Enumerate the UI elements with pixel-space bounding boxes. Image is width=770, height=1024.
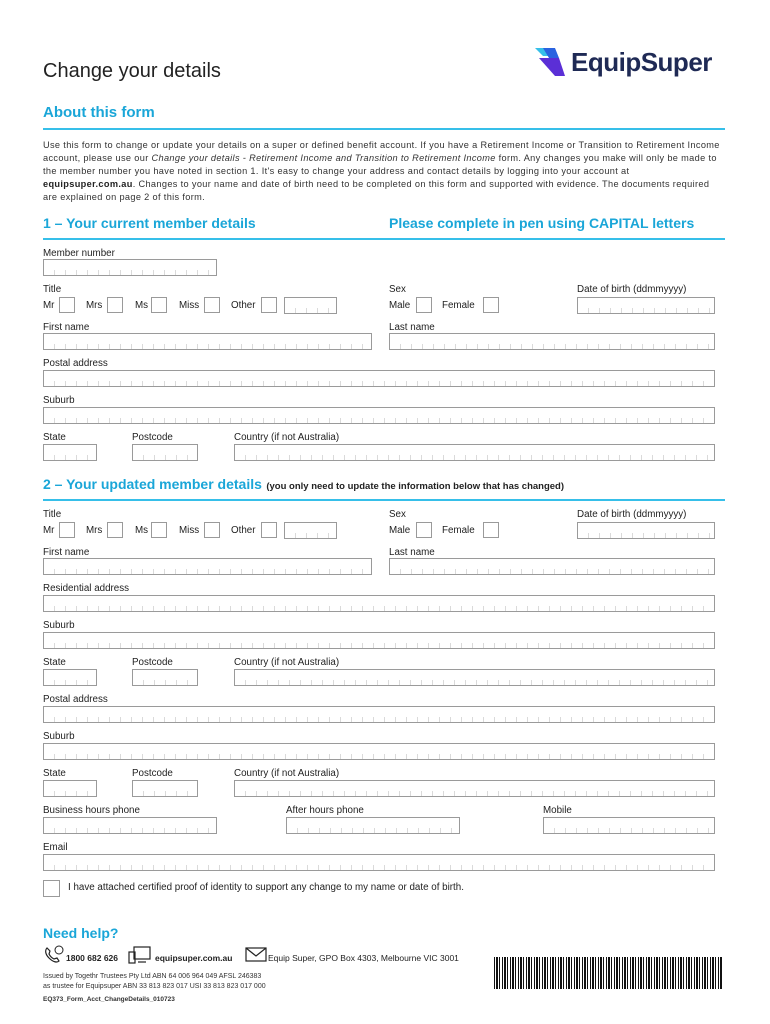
proof-of-identity-label: I have attached certified proof of identity to support any change to my name or date of birth. xyxy=(68,882,464,893)
proof-of-identity-checkbox[interactable] xyxy=(43,880,60,897)
about-text xyxy=(43,139,723,204)
help-address: Equip Super, GPO Box 4303, Melbourne VIC 3001 xyxy=(268,953,459,963)
help-website[interactable]: equipsuper.com.au xyxy=(155,953,233,963)
about-text-part: . Changes to your name and date of birth need to be completed on this form and supported with evidence. The documents required are explained on page 2 of this form. xyxy=(43,179,710,202)
title-label: Title xyxy=(43,284,62,295)
section2-divider xyxy=(43,499,725,501)
title-ms-label: Ms xyxy=(135,525,149,536)
state-label: State xyxy=(43,768,66,779)
sex-female-label: Female xyxy=(442,525,475,536)
suburb-label: Suburb xyxy=(43,395,75,406)
country-field[interactable] xyxy=(234,444,715,461)
new-title-mr-checkbox[interactable] xyxy=(59,522,75,538)
title-ms-label: Ms xyxy=(135,300,149,311)
new-last-name-field[interactable] xyxy=(389,558,715,575)
sex-label: Sex xyxy=(389,509,406,520)
pen-instruction: Please complete in pen using CAPITAL letters xyxy=(389,215,695,231)
residential-address-field[interactable] xyxy=(43,595,715,612)
postal-suburb-field[interactable] xyxy=(43,743,715,760)
country-label: Country (if not Australia) xyxy=(234,768,340,779)
title-other-field[interactable] xyxy=(284,297,337,314)
last-name-label: Last name xyxy=(389,547,435,558)
mobile-field[interactable] xyxy=(543,817,715,834)
title-miss-checkbox[interactable] xyxy=(204,297,220,313)
issuer-text: Issued by Togethr Trustees Pty Ltd ABN 64 006 964 049 AFSL 246383 xyxy=(43,973,262,980)
new-dob-field[interactable] xyxy=(577,522,715,539)
email-label: Email xyxy=(43,842,68,853)
about-website-link[interactable]: equipsuper.com.au xyxy=(43,179,133,189)
residential-address-label: Residential address xyxy=(43,583,130,594)
new-sex-male-checkbox[interactable] xyxy=(416,522,432,538)
dob-label: Date of birth (ddmmyyyy) xyxy=(577,509,687,520)
after-hours-phone-label: After hours phone xyxy=(286,805,364,816)
suburb-field[interactable] xyxy=(43,407,715,424)
state-label: State xyxy=(43,657,66,668)
equip-super-logo xyxy=(533,46,712,78)
trustee-text: as trustee for Equipsuper ABN 33 813 823 017 USI 33 813 823 017 000 xyxy=(43,983,266,990)
sex-male-label: Male xyxy=(389,300,411,311)
title-ms-checkbox[interactable] xyxy=(151,297,167,313)
title-mrs-checkbox[interactable] xyxy=(107,297,123,313)
country-label: Country (if not Australia) xyxy=(234,657,340,668)
dob-label: Date of birth (ddmmyyyy) xyxy=(577,284,687,295)
new-first-name-field[interactable] xyxy=(43,558,372,575)
section1-divider xyxy=(43,238,725,240)
mail-icon xyxy=(245,947,267,962)
last-name-field[interactable] xyxy=(389,333,715,350)
new-sex-female-checkbox[interactable] xyxy=(483,522,499,538)
mobile-label: Mobile xyxy=(543,805,572,816)
postcode-field[interactable] xyxy=(132,444,198,461)
brand-name: EquipSuper xyxy=(571,46,712,77)
barcode xyxy=(494,957,722,989)
about-text-part: form. Any changes you make will only be made to the member number you have noted in section 1. It's easy to change your address and contact details by logging into your account at xyxy=(43,153,717,176)
residential-suburb-field[interactable] xyxy=(43,632,715,649)
sex-label: Sex xyxy=(389,284,406,295)
equip-logo-mark-icon xyxy=(533,46,567,78)
title-miss-label: Miss xyxy=(179,300,200,311)
first-name-label: First name xyxy=(43,322,90,333)
new-title-other-field[interactable] xyxy=(284,522,337,539)
title-miss-label: Miss xyxy=(179,525,200,536)
postal-state-field[interactable] xyxy=(43,780,97,797)
section2-heading: 2 – Your updated member details xyxy=(43,476,262,492)
title-mr-checkbox[interactable] xyxy=(59,297,75,313)
business-phone-label: Business hours phone xyxy=(43,805,140,816)
section1-heading: 1 – Your current member details xyxy=(43,215,256,231)
new-postal-address-field[interactable] xyxy=(43,706,715,723)
member-number-field[interactable] xyxy=(43,259,217,276)
new-title-other-checkbox[interactable] xyxy=(261,522,277,538)
new-title-ms-checkbox[interactable] xyxy=(151,522,167,538)
page-title: Change your details xyxy=(43,60,221,82)
postal-address-field[interactable] xyxy=(43,370,715,387)
section2-heading-row xyxy=(43,476,564,494)
title-mr-label: Mr xyxy=(43,300,55,311)
help-phone[interactable]: 1800 682 626 xyxy=(66,953,118,963)
postal-country-field[interactable] xyxy=(234,780,715,797)
postcode-label: Postcode xyxy=(132,768,173,779)
phone-icon xyxy=(43,945,65,965)
sex-male-checkbox[interactable] xyxy=(416,297,432,313)
suburb-label: Suburb xyxy=(43,731,75,742)
residential-postcode-field[interactable] xyxy=(132,669,198,686)
form-code: EQ373_Form_Acct_ChangeDetails_010723 xyxy=(43,996,175,1003)
about-divider xyxy=(43,128,725,130)
state-label: State xyxy=(43,432,66,443)
first-name-field[interactable] xyxy=(43,333,372,350)
postal-address-label: Postal address xyxy=(43,358,108,369)
computer-icon xyxy=(128,946,152,964)
state-field[interactable] xyxy=(43,444,97,461)
title-other-label: Other xyxy=(231,525,256,536)
residential-country-field[interactable] xyxy=(234,669,715,686)
first-name-label: First name xyxy=(43,547,90,558)
after-hours-phone-field[interactable] xyxy=(286,817,460,834)
new-title-miss-checkbox[interactable] xyxy=(204,522,220,538)
email-field[interactable] xyxy=(43,854,715,871)
postal-address-label: Postal address xyxy=(43,694,108,705)
title-label: Title xyxy=(43,509,62,520)
title-other-label: Other xyxy=(231,300,256,311)
business-phone-field[interactable] xyxy=(43,817,217,834)
country-label: Country (if not Australia) xyxy=(234,432,340,443)
new-title-mrs-checkbox[interactable] xyxy=(107,522,123,538)
last-name-label: Last name xyxy=(389,322,435,333)
title-mr-label: Mr xyxy=(43,525,55,536)
suburb-label: Suburb xyxy=(43,620,75,631)
about-text-part: Use this form to change or update your details on a super or defined benefit account. If you have a Retirement Income or Transition to Retirement Income account, please use our xyxy=(43,140,720,163)
about-heading: About this form xyxy=(43,104,155,121)
sex-female-checkbox[interactable] xyxy=(483,297,499,313)
dob-field[interactable] xyxy=(577,297,715,314)
postcode-label: Postcode xyxy=(132,432,173,443)
member-number-label: Member number xyxy=(43,248,115,259)
title-mrs-label: Mrs xyxy=(86,300,103,311)
about-form-name: Change your details - Retirement Income and Transition to Retirement Income xyxy=(151,153,496,163)
postcode-label: Postcode xyxy=(132,657,173,668)
section2-note: (you only need to update the information below that has changed) xyxy=(266,481,565,492)
sex-male-label: Male xyxy=(389,525,411,536)
sex-female-label: Female xyxy=(442,300,475,311)
title-mrs-label: Mrs xyxy=(86,525,103,536)
postal-postcode-field[interactable] xyxy=(132,780,198,797)
residential-state-field[interactable] xyxy=(43,669,97,686)
title-other-checkbox[interactable] xyxy=(261,297,277,313)
need-help-heading: Need help? xyxy=(43,925,119,941)
